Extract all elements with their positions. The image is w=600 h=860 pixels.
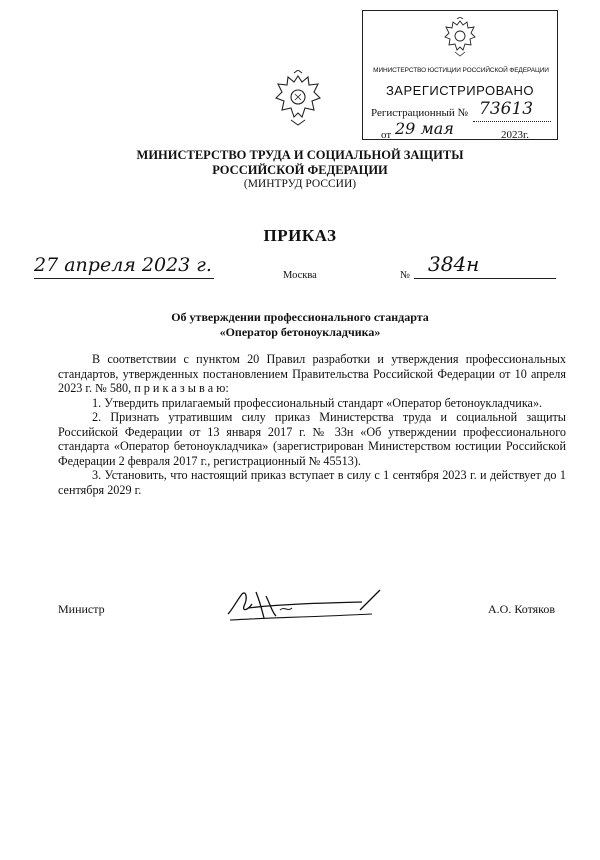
order-body [58, 352, 566, 497]
signatory-title: Министр [58, 602, 105, 616]
document-type-title: ПРИКАЗ [263, 226, 337, 245]
order-number-underline [414, 278, 556, 279]
order-date-underline [34, 278, 214, 279]
coat-of-arms-icon [272, 70, 324, 126]
order-number-handwritten: 384н [428, 252, 480, 276]
order-subject-line2: «Оператор бетоноукладчика» [219, 325, 381, 339]
stamp-date-handwritten: 29 мая [395, 119, 454, 138]
body-paragraph-intro: В соответствии с пунктом 20 Правил разработки и утверждения профессиональных стандартов, утвержденных постановлением Правительства Российской Федерации от 10 апреля 2023 г. № 580, п р и к а з ы в а ю: [58, 352, 566, 395]
stamp-coat-of-arms-icon [441, 17, 479, 57]
stamp-registered-label: ЗАРЕГИСТРИРОВАНО [385, 83, 535, 98]
stamp-registration-box [367, 77, 555, 139]
order-number-sign: № [400, 270, 411, 281]
stamp-date-prefix: от [381, 129, 392, 141]
stamp-reg-label: Регистрационный № [371, 107, 469, 119]
ministry-abbreviation: (МИНТРУД РОССИИ) [243, 178, 357, 190]
signatory-name: А.О. Котяков [488, 602, 556, 616]
stamp-date-year: 2023г. [501, 129, 530, 141]
body-paragraph-item-1: 1. Утвердить прилагаемый профессиональный стандарт «Оператор бетоноукладчика». [92, 395, 543, 410]
body-paragraph-item-2: 2. Признать утратившим силу приказ Министерства труда и социальной защиты Российской Федерации от 13 января 2017 г. № 33н «Об утверждении профессионального стандарта «Оператор бетоноукладчика» (зарегистрирован Министерством юстиции Российской Федерации 2 февраля 2017 г., регистрационный № 45513). [58, 410, 566, 468]
registration-stamp [362, 10, 558, 140]
order-city: Москва [283, 270, 317, 281]
stamp-reg-underline [473, 121, 551, 122]
order-date-handwritten: 27 апреля 2023 г. [34, 254, 212, 276]
body-paragraph-item-3: 3. Установить, что настоящий приказ вступает в силу с 1 сентября 2023 г. и действует до 1 сентября 2029 г. [58, 468, 566, 497]
stamp-reg-number: 73613 [479, 99, 534, 119]
handwritten-signature-icon [222, 584, 392, 626]
ministry-name-line1: МИНИСТЕРСТВО ТРУДА И СОЦИАЛЬНОЙ ЗАЩИТЫ [136, 148, 464, 162]
stamp-ministry-name: МИНИСТЕРСТВО ЮСТИЦИИ РОССИЙСКОЙ ФЕДЕРАЦИИ [373, 67, 549, 74]
stamp-date-underline [393, 139, 499, 140]
ministry-name-line2: РОССИЙСКОЙ ФЕДЕРАЦИИ [212, 163, 388, 177]
order-subject-line1: Об утверждении профессионального стандарта [171, 310, 429, 324]
